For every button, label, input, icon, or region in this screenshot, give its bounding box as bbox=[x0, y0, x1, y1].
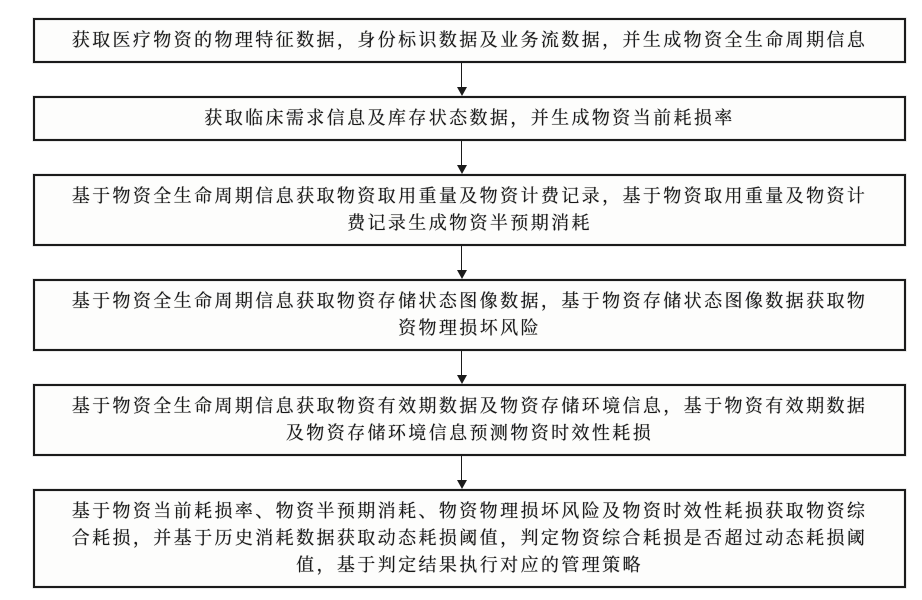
arrow-shaft bbox=[461, 141, 463, 166]
arrow-head bbox=[457, 375, 467, 384]
down-arrow-icon bbox=[33, 246, 906, 279]
arrow-shaft bbox=[461, 246, 463, 271]
flow-step-3 bbox=[33, 174, 906, 246]
arrow-head bbox=[457, 165, 467, 174]
flow-step-4 bbox=[33, 279, 906, 351]
arrow-head bbox=[457, 87, 467, 96]
flow-step-5-text: 基于物资全生命周期信息获取物资有效期数据及物资存储环境信息，基于物资有效期数据 及物资存储环境信息预测物资时效性耗损 bbox=[71, 396, 868, 443]
flowchart bbox=[33, 18, 906, 588]
flow-step-5 bbox=[33, 384, 906, 456]
flow-step-6-text: 基于物资当前耗损率、物资半预期消耗、物资物理损坏风险及物资时效性耗损获取物资综 合耗损，并基于历史消耗数据获取动态耗损阈值，判定物资综合耗损是否超过动态耗损阈 值，基于判定结果执行对应的管理策略 bbox=[71, 501, 868, 575]
arrow-shaft bbox=[461, 63, 463, 88]
flow-step-1 bbox=[33, 18, 906, 63]
flow-step-6-box bbox=[33, 489, 906, 588]
arrow-head bbox=[457, 480, 467, 489]
flow-step-4-text: 基于物资全生命周期信息获取物资存储状态图像数据，基于物资存储状态图像数据获取物 资物理损坏风险 bbox=[71, 291, 868, 338]
down-arrow-icon bbox=[33, 351, 906, 384]
down-arrow-icon bbox=[33, 456, 906, 489]
arrow-shaft bbox=[461, 351, 463, 376]
down-arrow-icon bbox=[33, 63, 906, 96]
arrow-head bbox=[457, 270, 467, 279]
flow-step-2-box bbox=[33, 96, 906, 141]
down-arrow-icon bbox=[33, 141, 906, 174]
flow-step-4-box bbox=[33, 279, 906, 351]
flow-step-5-box bbox=[33, 384, 906, 456]
flow-step-3-text: 基于物资全生命周期信息获取物资取用重量及物资计费记录，基于物资取用重量及物资计 费记录生成物资半预期消耗 bbox=[71, 186, 868, 233]
flow-step-6 bbox=[33, 489, 906, 588]
flow-step-1-box bbox=[33, 18, 906, 63]
flow-step-2 bbox=[33, 96, 906, 141]
flow-step-3-box bbox=[33, 174, 906, 246]
arrow-shaft bbox=[461, 456, 463, 481]
flow-step-1-text: 获取医疗物资的物理特征数据，身份标识数据及业务流数据，并生成物资全生命周期信息 bbox=[71, 30, 868, 50]
flow-step-2-text: 获取临床需求信息及库存状态数据，并生成物资当前耗损率 bbox=[204, 108, 735, 128]
